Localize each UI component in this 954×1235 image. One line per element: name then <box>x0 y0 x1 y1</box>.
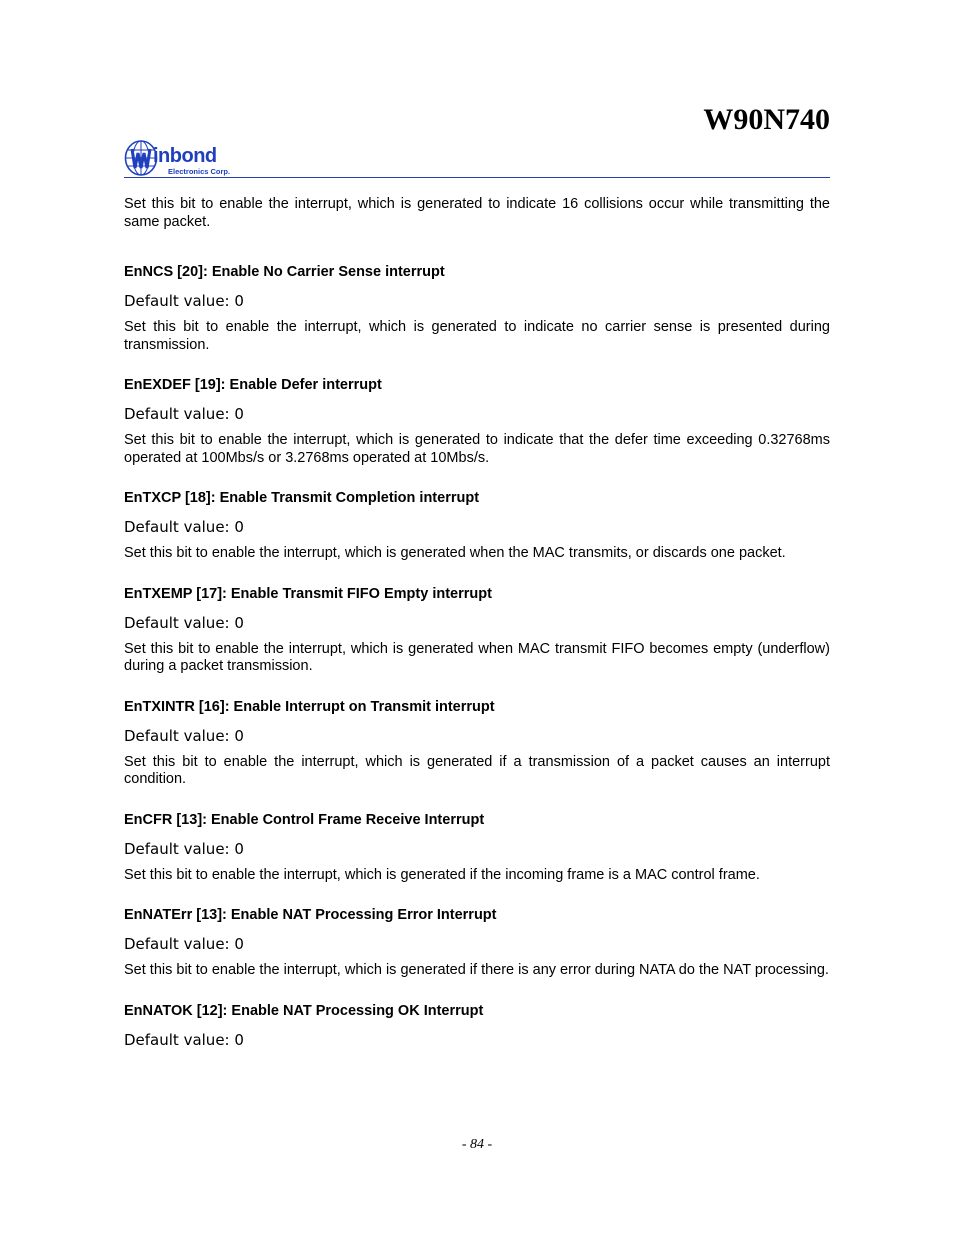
default-value: Default value: 0 <box>124 839 244 858</box>
header-rule <box>124 177 830 178</box>
default-value: Default value: 0 <box>124 405 244 423</box>
section-heading: EnNATErr [13]: Enable NAT Processing Error Interrupt <box>124 907 497 923</box>
section-heading: EnNATOK [12]: Enable NAT Processing OK Interrupt <box>124 1002 484 1019</box>
page-number: - 84 - <box>461 1137 493 1152</box>
section-heading: EnTXEMP [17]: Enable Transmit FIFO Empty interrupt <box>124 585 492 602</box>
section-description: Set this bit to enable the interrupt, which is generated to indicate no carrier sense is presented during transmission. <box>124 319 830 353</box>
section-heading: EnNCS [20]: Enable No Carrier Sense interrupt <box>124 264 445 280</box>
default-value: Default value: 0 <box>124 292 244 310</box>
document-title: W90N740 <box>703 103 830 136</box>
default-value: Default value: 0 <box>124 518 244 536</box>
intro-paragraph: Set this bit to enable the interrupt, which is generated to indicate 16 collisions occur while transmitting the same packet. <box>124 196 830 230</box>
section-description: Set this bit to enable the interrupt, which is generated when MAC transmit FIFO becomes empty (underflow) during a packet transmission. <box>124 640 830 674</box>
logo-subtitle: Electronics Corp. <box>168 167 231 176</box>
default-value: Default value: 0 <box>124 935 244 953</box>
default-value: Default value: 0 <box>124 1030 244 1049</box>
section-heading: EnCFR [13]: Enable Control Frame Receive Interrupt <box>124 811 485 828</box>
section-description: Set this bit to enable the interrupt, which is generated when the MAC transmits, or discards one packet. <box>124 545 786 561</box>
section-description: Set this bit to enable the interrupt, which is generated if the incoming frame is a MAC control frame. <box>124 866 760 883</box>
section-description: Set this bit to enable the interrupt, which is generated if there is any error during NATA do the NAT processing. <box>124 962 829 978</box>
section-heading: EnTXINTR [16]: Enable Interrupt on Transmit interrupt <box>124 698 495 715</box>
section-description: Set this bit to enable the interrupt, which is generated if a transmission of a packet causes an interrupt condition. <box>124 753 830 787</box>
default-value: Default value: 0 <box>124 726 244 745</box>
section-description: Set this bit to enable the interrupt, which is generated to indicate that the defer time exceeding 0.32768ms operated at 100Mbs/s or 3.2768ms operated at 10Mbs/s. <box>124 432 830 466</box>
winbond-logo <box>124 137 254 179</box>
section-heading: EnTXCP [18]: Enable Transmit Completion interrupt <box>124 490 480 506</box>
document-body <box>124 196 830 1049</box>
section-heading: EnEXDEF [19]: Enable Defer interrupt <box>124 377 382 393</box>
default-value: Default value: 0 <box>124 613 244 632</box>
logo-wordmark: inbond <box>153 145 217 167</box>
